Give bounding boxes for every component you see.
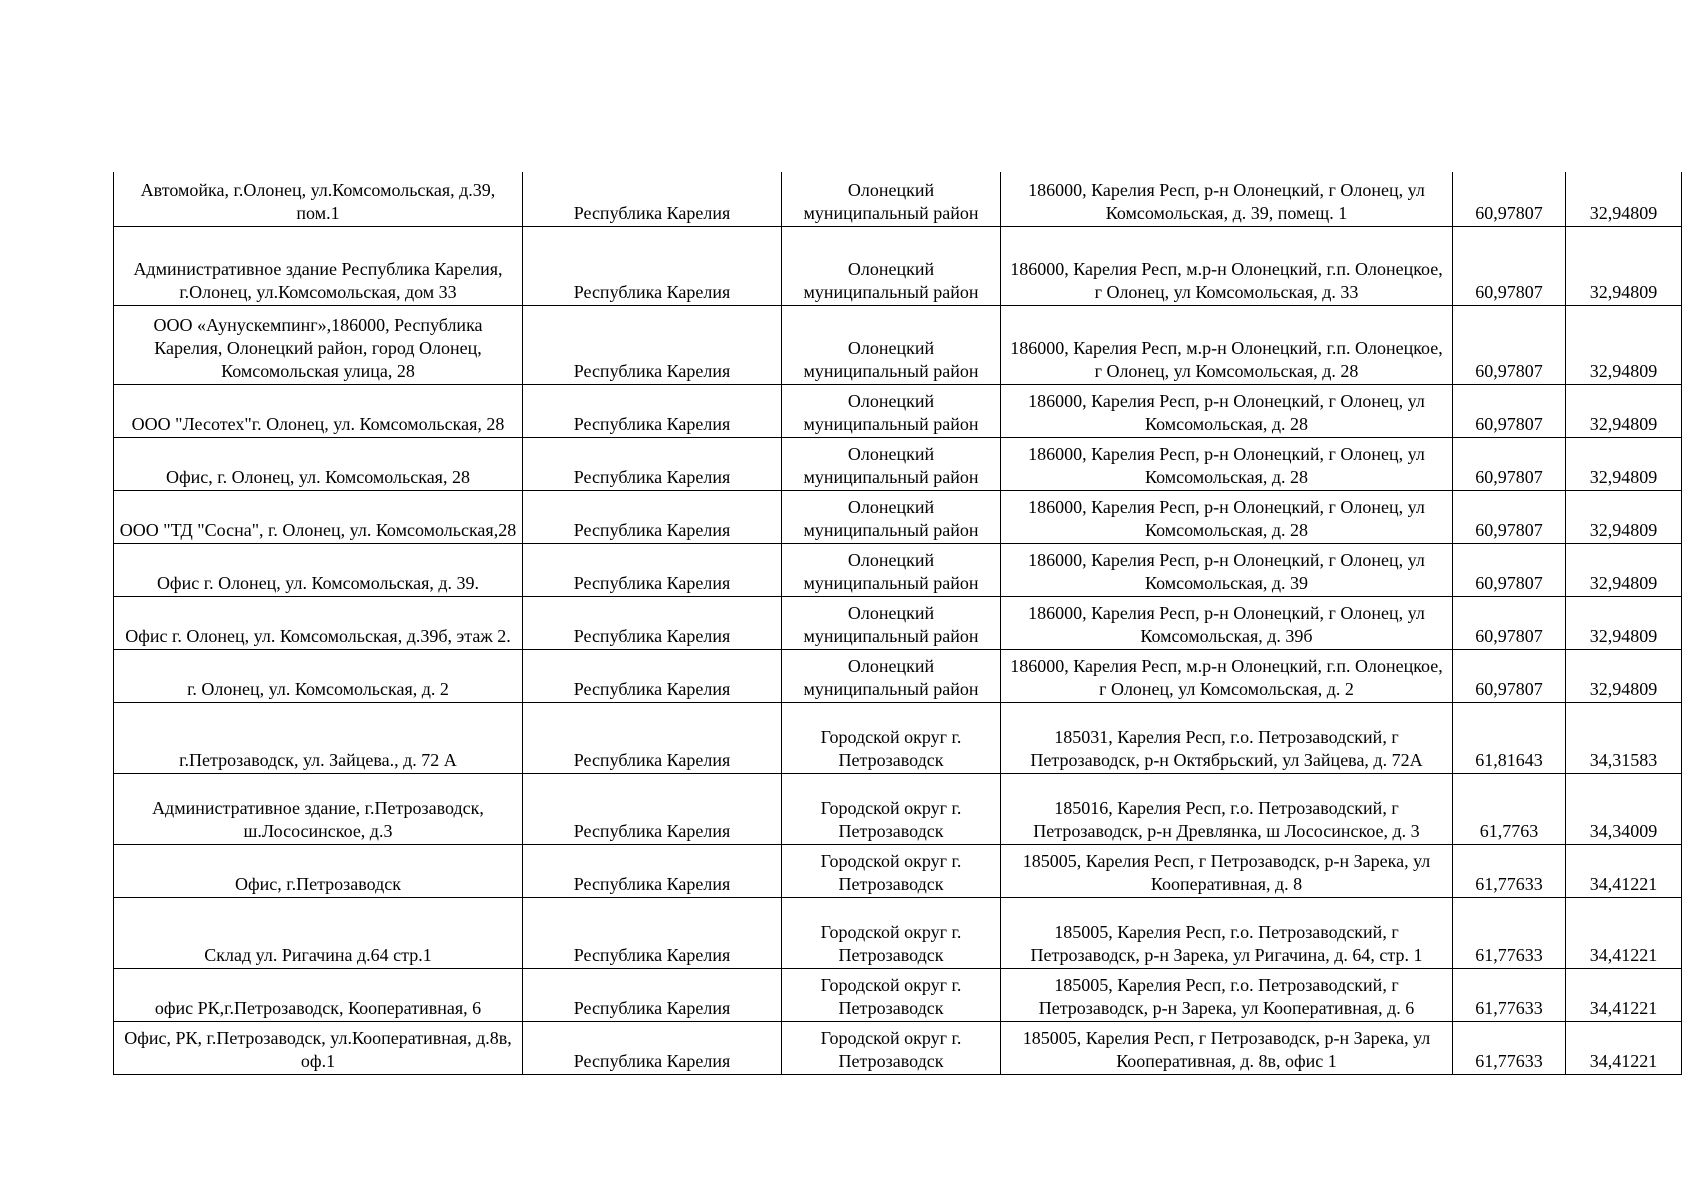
cell-lon: 34,34009	[1566, 773, 1682, 844]
cell-region: Республика Карелия	[523, 897, 782, 968]
cell-lon: 34,41221	[1566, 844, 1682, 897]
cell-municipality: Городской округ г. Петрозаводск	[782, 702, 1001, 773]
cell-municipality: Олонецкий муниципальный район	[782, 543, 1001, 596]
cell-region: Республика Карелия	[523, 968, 782, 1021]
cell-name: Административное здание, г.Петрозаводск, ш.Лососинское, д.3	[114, 773, 523, 844]
cell-lat: 60,97807	[1453, 543, 1566, 596]
cell-name: офис РК,г.Петрозаводск, Кооперативная, 6	[114, 968, 523, 1021]
cell-region: Республика Карелия	[523, 773, 782, 844]
cell-address: 186000, Карелия Респ, р-н Олонецкий, г Олонец, ул Комсомольская, д. 28	[1001, 490, 1453, 543]
cell-municipality: Олонецкий муниципальный район	[782, 490, 1001, 543]
cell-lon: 32,94809	[1566, 490, 1682, 543]
cell-lon: 32,94809	[1566, 172, 1682, 226]
table-row	[114, 897, 1682, 968]
table-row	[114, 1021, 1682, 1074]
cell-lon: 32,94809	[1566, 596, 1682, 649]
cell-lon: 34,41221	[1566, 968, 1682, 1021]
cell-name: Автомойка, г.Олонец, ул.Комсомольская, д.39, пом.1	[114, 172, 523, 226]
cell-region: Республика Карелия	[523, 305, 782, 384]
cell-lon: 32,94809	[1566, 384, 1682, 437]
cell-lat: 61,81643	[1453, 702, 1566, 773]
cell-municipality: Городской округ г. Петрозаводск	[782, 1021, 1001, 1074]
cell-region: Республика Карелия	[523, 844, 782, 897]
cell-address: 185005, Карелия Респ, г.о. Петрозаводский, г Петрозаводск, р-н Зарека, ул Ригачина, д. 64, стр. 1	[1001, 897, 1453, 968]
table-body	[114, 172, 1682, 1074]
cell-name: Офис, г.Петрозаводск	[114, 844, 523, 897]
cell-lat: 60,97807	[1453, 384, 1566, 437]
cell-lon: 32,94809	[1566, 543, 1682, 596]
cell-address: 185005, Карелия Респ, г.о. Петрозаводский, г Петрозаводск, р-н Зарека, ул Кооперативная, д. 6	[1001, 968, 1453, 1021]
cell-lat: 61,77633	[1453, 968, 1566, 1021]
cell-municipality: Городской округ г. Петрозаводск	[782, 897, 1001, 968]
cell-lat: 60,97807	[1453, 490, 1566, 543]
table-row	[114, 773, 1682, 844]
cell-lat: 60,97807	[1453, 596, 1566, 649]
cell-region: Республика Карелия	[523, 543, 782, 596]
cell-lat: 61,7763	[1453, 773, 1566, 844]
table-row	[114, 172, 1682, 226]
cell-lat: 61,77633	[1453, 897, 1566, 968]
cell-region: Республика Карелия	[523, 649, 782, 702]
cell-municipality: Олонецкий муниципальный район	[782, 226, 1001, 305]
cell-lon: 32,94809	[1566, 437, 1682, 490]
table-row	[114, 844, 1682, 897]
cell-lat: 61,77633	[1453, 1021, 1566, 1074]
table-row	[114, 384, 1682, 437]
cell-municipality: Олонецкий муниципальный район	[782, 437, 1001, 490]
cell-municipality: Олонецкий муниципальный район	[782, 649, 1001, 702]
cell-name: Офис г. Олонец, ул. Комсомольская, д. 39.	[114, 543, 523, 596]
cell-region: Республика Карелия	[523, 702, 782, 773]
table-row	[114, 305, 1682, 384]
cell-lon: 32,94809	[1566, 305, 1682, 384]
cell-address: 186000, Карелия Респ, р-н Олонецкий, г Олонец, ул Комсомольская, д. 39б	[1001, 596, 1453, 649]
cell-address: 186000, Карелия Респ, р-н Олонецкий, г Олонец, ул Комсомольская, д. 39	[1001, 543, 1453, 596]
cell-region: Республика Карелия	[523, 172, 782, 226]
cell-region: Республика Карелия	[523, 384, 782, 437]
cell-address: 185031, Карелия Респ, г.о. Петрозаводский, г Петрозаводск, р-н Октябрьский, ул Зайцева, д. 72А	[1001, 702, 1453, 773]
cell-municipality: Олонецкий муниципальный район	[782, 172, 1001, 226]
cell-name: ООО "Лесотех"г. Олонец, ул. Комсомольская, 28	[114, 384, 523, 437]
cell-address: 186000, Карелия Респ, р-н Олонецкий, г Олонец, ул Комсомольская, д. 28	[1001, 384, 1453, 437]
cell-municipality: Городской округ г. Петрозаводск	[782, 773, 1001, 844]
cell-address: 185016, Карелия Респ, г.о. Петрозаводский, г Петрозаводск, р-н Древлянка, ш Лососинское, д. 3	[1001, 773, 1453, 844]
cell-name: Офис, г. Олонец, ул. Комсомольская, 28	[114, 437, 523, 490]
table-row	[114, 968, 1682, 1021]
cell-name: Склад ул. Ригачина д.64 стр.1	[114, 897, 523, 968]
cell-name: Административное здание Республика Карелия, г.Олонец, ул.Комсомольская, дом 33	[114, 226, 523, 305]
cell-address: 186000, Карелия Респ, м.р-н Олонецкий, г.п. Олонецкое, г Олонец, ул Комсомольская, д. 2	[1001, 649, 1453, 702]
table-row	[114, 649, 1682, 702]
table-row	[114, 596, 1682, 649]
cell-region: Республика Карелия	[523, 1021, 782, 1074]
cell-address: 186000, Карелия Респ, р-н Олонецкий, г Олонец, ул Комсомольская, д. 28	[1001, 437, 1453, 490]
table-row	[114, 543, 1682, 596]
cell-lon: 32,94809	[1566, 226, 1682, 305]
cell-region: Республика Карелия	[523, 490, 782, 543]
cell-address: 185005, Карелия Респ, г Петрозаводск, р-н Зарека, ул Кооперативная, д. 8	[1001, 844, 1453, 897]
cell-address: 186000, Карелия Респ, р-н Олонецкий, г Олонец, ул Комсомольская, д. 39, помещ. 1	[1001, 172, 1453, 226]
cell-lon: 32,94809	[1566, 649, 1682, 702]
locations-table	[113, 172, 1682, 1075]
cell-municipality: Городской округ г. Петрозаводск	[782, 968, 1001, 1021]
cell-address: 185005, Карелия Респ, г Петрозаводск, р-н Зарека, ул Кооперативная, д. 8в, офис 1	[1001, 1021, 1453, 1074]
cell-municipality: Олонецкий муниципальный район	[782, 305, 1001, 384]
cell-lat: 60,97807	[1453, 226, 1566, 305]
table-row	[114, 226, 1682, 305]
table-row	[114, 702, 1682, 773]
cell-name: ООО «Аунускемпинг»,186000, Республика Карелия, Олонецкий район, город Олонец, Комсомольская улица, 28	[114, 305, 523, 384]
cell-lon: 34,31583	[1566, 702, 1682, 773]
cell-lat: 61,77633	[1453, 844, 1566, 897]
cell-address: 186000, Карелия Респ, м.р-н Олонецкий, г.п. Олонецкое, г Олонец, ул Комсомольская, д. 28	[1001, 305, 1453, 384]
cell-lat: 60,97807	[1453, 437, 1566, 490]
table-row	[114, 490, 1682, 543]
cell-name: Офис, РК, г.Петрозаводск, ул.Кооперативная, д.8в, оф.1	[114, 1021, 523, 1074]
cell-name: г.Петрозаводск, ул. Зайцева., д. 72 А	[114, 702, 523, 773]
cell-lat: 60,97807	[1453, 172, 1566, 226]
cell-region: Республика Карелия	[523, 596, 782, 649]
cell-name: Офис г. Олонец, ул. Комсомольская, д.39б, этаж 2.	[114, 596, 523, 649]
cell-region: Республика Карелия	[523, 226, 782, 305]
table-row	[114, 437, 1682, 490]
cell-municipality: Олонецкий муниципальный район	[782, 384, 1001, 437]
cell-lon: 34,41221	[1566, 897, 1682, 968]
cell-lon: 34,41221	[1566, 1021, 1682, 1074]
cell-region: Республика Карелия	[523, 437, 782, 490]
cell-name: г. Олонец, ул. Комсомольская, д. 2	[114, 649, 523, 702]
cell-lat: 60,97807	[1453, 649, 1566, 702]
cell-name: ООО "ТД "Сосна", г. Олонец, ул. Комсомольская,28	[114, 490, 523, 543]
cell-lat: 60,97807	[1453, 305, 1566, 384]
cell-address: 186000, Карелия Респ, м.р-н Олонецкий, г.п. Олонецкое, г Олонец, ул Комсомольская, д. 33	[1001, 226, 1453, 305]
cell-municipality: Городской округ г. Петрозаводск	[782, 844, 1001, 897]
cell-municipality: Олонецкий муниципальный район	[782, 596, 1001, 649]
